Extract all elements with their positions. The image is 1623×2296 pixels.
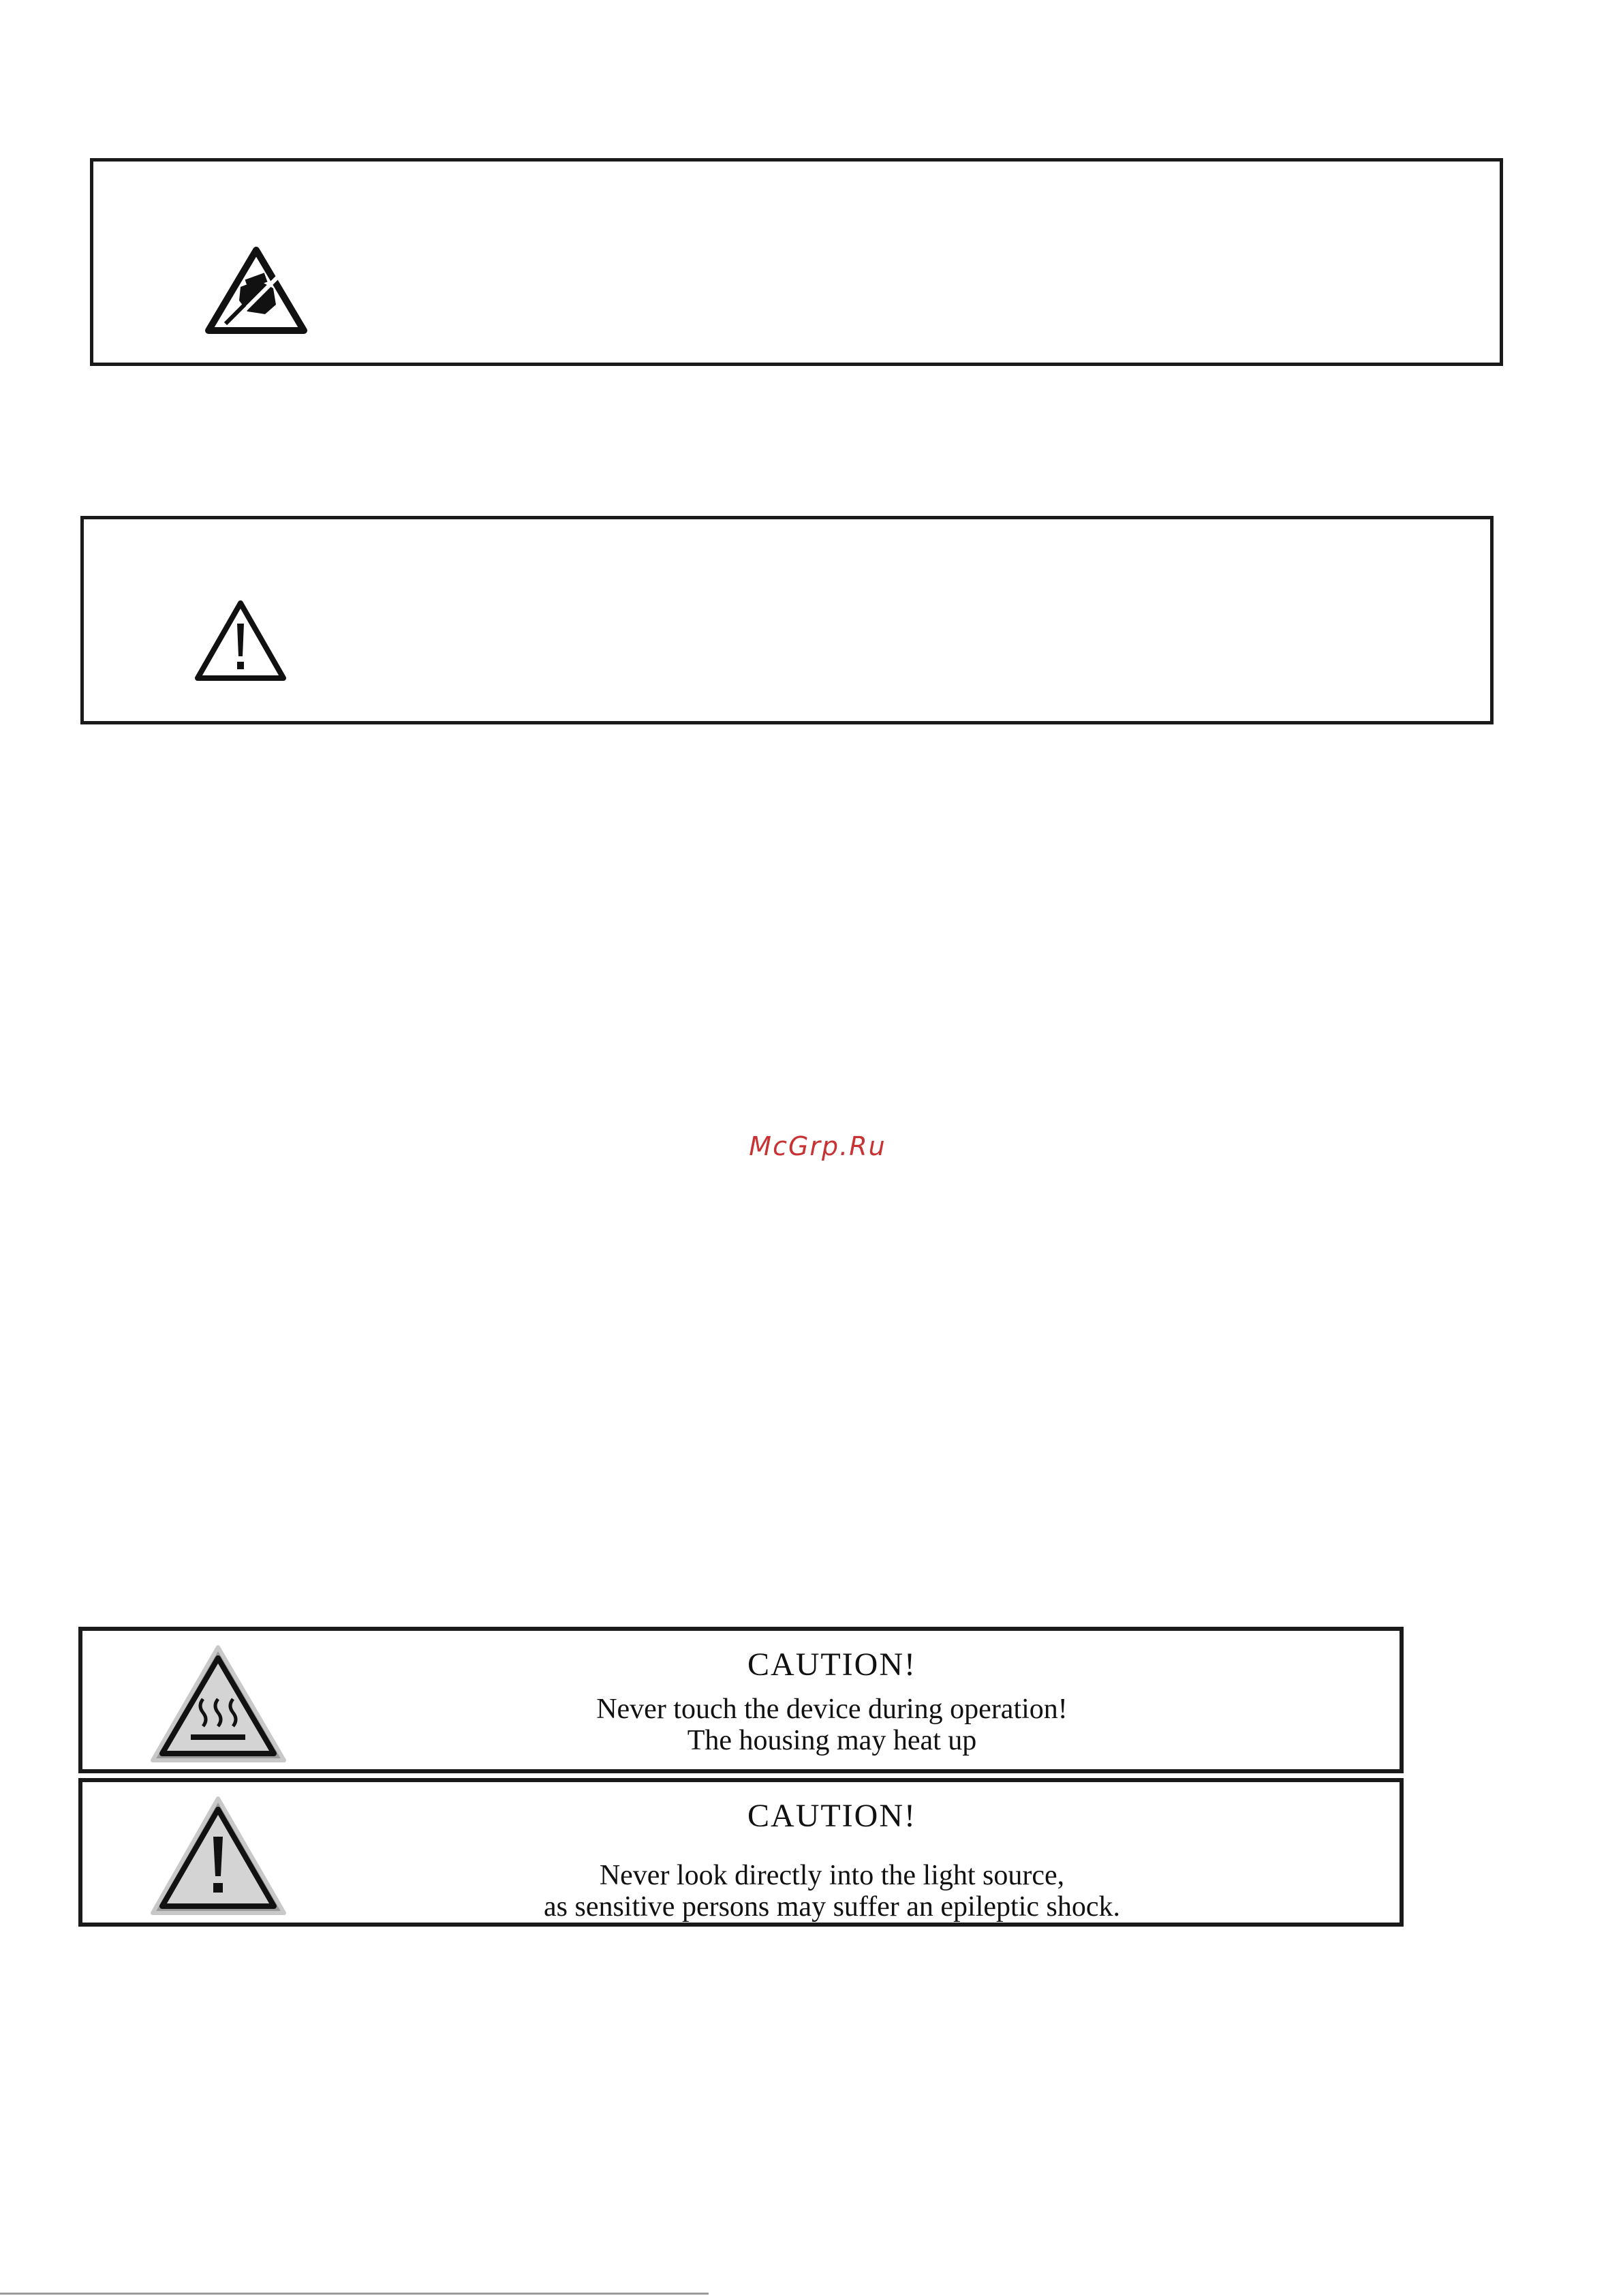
caution-text-block <box>409 1797 1254 1923</box>
caution-box-hot-surface <box>78 1627 1404 1773</box>
watermark: McGrp.Ru <box>749 1131 886 1161</box>
hand-crush-warning-icon <box>205 246 307 335</box>
exclamation-warning-icon <box>195 599 287 682</box>
exclamation-warning-icon <box>149 1794 288 1922</box>
caution-box-light-source <box>78 1778 1404 1927</box>
caution-line: Never look directly into the light source, <box>599 1860 1065 1891</box>
caution-line: Never touch the device during operation! <box>596 1694 1068 1725</box>
caution-line: as sensitive persons may suffer an epileptic shock. <box>543 1891 1120 1923</box>
warning-box-hand <box>90 158 1503 366</box>
caution-line: The housing may heat up <box>687 1725 977 1756</box>
page-bottom-rule <box>0 2293 709 2295</box>
hot-surface-warning-icon <box>149 1643 288 1769</box>
caution-text-block <box>409 1646 1254 1756</box>
warning-box-general <box>80 516 1494 724</box>
caution-title: CAUTION! <box>747 1798 916 1834</box>
caution-title: CAUTION! <box>747 1647 916 1683</box>
